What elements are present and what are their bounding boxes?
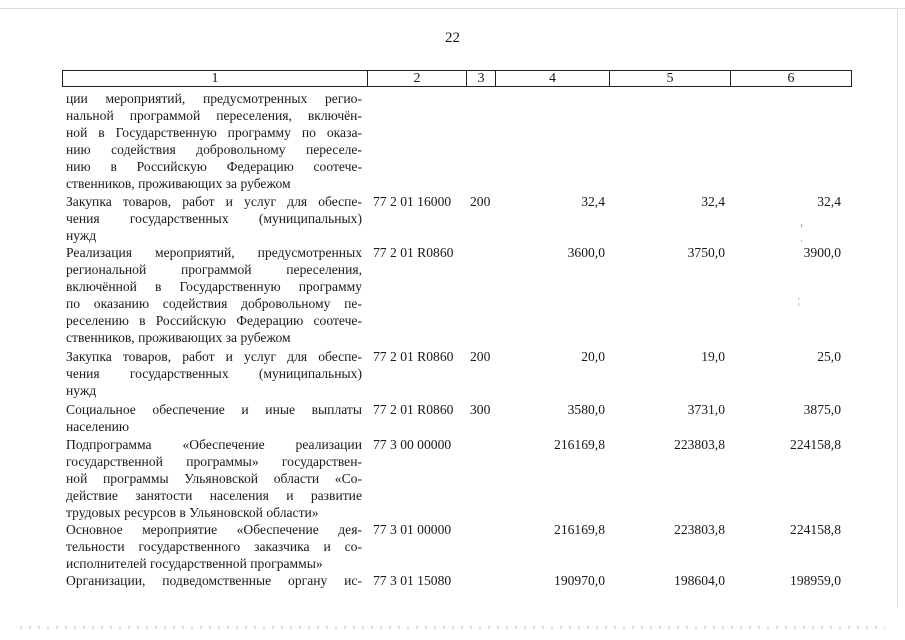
scan-speck: › (800, 220, 803, 230)
row-value-1: 190970,0 (554, 573, 605, 588)
row-value-2: 3750,0 (687, 245, 725, 260)
row-description (66, 193, 362, 244)
row-description (66, 244, 362, 346)
row-value-1: 216169,8 (554, 437, 605, 452)
scan-edge-right (897, 8, 898, 608)
description-line: ственников, проживающих за рубежом (66, 176, 291, 191)
row-description (66, 90, 362, 192)
row-value-3: 32,4 (817, 194, 841, 209)
row-code: 77 2 01 R0860 (373, 402, 454, 417)
description-line: исполнителей государственной программы» (66, 556, 323, 571)
header-col-4: 4 (496, 71, 610, 86)
description-line: ной программы Ульяновской области «Со- (66, 471, 362, 486)
scan-noise (20, 626, 885, 629)
description-line: включённой в Государственную программу (66, 279, 362, 294)
description-line: нию в Российскую Федерацию соотече- (66, 159, 362, 174)
row-value-2: 223803,8 (674, 437, 725, 452)
description-line: Закупка товаров, работ и услуг для обеспе- (66, 194, 362, 209)
description-line: трудовых ресурсов в Ульяновской области» (66, 505, 319, 520)
row-type: 200 (470, 194, 491, 209)
description-line: действие занятости населения и развитие (66, 488, 362, 503)
description-line: государственной программы» государствен- (66, 454, 362, 469)
description-line: нужд (66, 383, 97, 398)
row-value-3: 3900,0 (803, 245, 841, 260)
row-description (66, 521, 362, 572)
description-line: ственников, проживающих за рубежом (66, 330, 291, 345)
description-line: населению (66, 419, 130, 434)
row-value-3: 224158,8 (790, 437, 841, 452)
description-line: Закупка товаров, работ и услуг для обеспе- (66, 349, 362, 364)
description-line: нию содействия добровольному переселе- (66, 142, 362, 157)
row-value-3: 198959,0 (790, 573, 841, 588)
row-value-2: 223803,8 (674, 522, 725, 537)
row-value-2: 32,4 (701, 194, 725, 209)
row-value-2: 19,0 (701, 349, 725, 364)
row-type: 200 (470, 349, 491, 364)
row-code: 77 3 00 00000 (373, 437, 452, 452)
description-line: региональной программой переселения, (66, 262, 362, 277)
description-line: по оказанию содействия добровольному пе- (66, 296, 362, 311)
description-line: Социальное обеспечение и иные выплаты (66, 402, 362, 417)
description-line: Реализация мероприятий, предусмотренных (66, 245, 362, 260)
row-value-1: 20,0 (581, 349, 605, 364)
description-line: реселению в Российскую Федерацию соотече- (66, 313, 362, 328)
header-col-3: 3 (467, 71, 496, 86)
header-col-2: 2 (368, 71, 467, 86)
description-line: чения государственных (муниципальных) (66, 366, 362, 381)
row-code: 77 3 01 15080 (373, 573, 452, 588)
scan-edge-top (0, 8, 905, 9)
table-header (62, 70, 852, 87)
row-code: 77 2 01 R0860 (373, 349, 454, 364)
row-value-1: 32,4 (581, 194, 605, 209)
row-value-3: 224158,8 (790, 522, 841, 537)
row-code: 77 3 01 00000 (373, 522, 452, 537)
row-description (66, 436, 362, 521)
page-number: 22 (445, 30, 460, 46)
header-col-6: 6 (787, 71, 795, 86)
row-type: 300 (470, 402, 491, 417)
row-value-1: 3600,0 (567, 245, 605, 260)
row-value-1: 216169,8 (554, 522, 605, 537)
description-line: Основное мероприятие «Обеспечение дея- (66, 522, 362, 537)
row-description (66, 401, 362, 435)
row-value-1: 3580,0 (567, 402, 605, 417)
row-description (66, 348, 362, 399)
header-col-1: 1 (63, 71, 368, 86)
description-line: ции мероприятий, предусмотренных регио- (66, 91, 362, 106)
row-description (66, 572, 362, 589)
description-line: тельности государственного заказчика и со- (66, 539, 362, 554)
description-line: ной в Государственную программу по оказа- (66, 125, 362, 140)
row-code: 77 2 01 R0860 (373, 245, 454, 260)
scan-speck: ¦ (798, 296, 800, 306)
description-line: чения государственных (муниципальных) (66, 211, 362, 226)
description-line: Организации, подведомственные органу ис- (66, 573, 362, 588)
description-line: нальной программой переселения, включён- (66, 108, 362, 123)
description-line: Подпрограмма «Обеспечение реализации (66, 437, 362, 452)
row-code: 77 2 01 16000 (373, 194, 452, 209)
row-value-3: 3875,0 (803, 402, 841, 417)
header-col-5: 5 (610, 71, 731, 86)
scan-speck: · (800, 236, 803, 246)
row-value-3: 25,0 (817, 349, 841, 364)
description-line: нужд (66, 228, 97, 243)
row-value-2: 198604,0 (674, 573, 725, 588)
row-value-2: 3731,0 (687, 402, 725, 417)
